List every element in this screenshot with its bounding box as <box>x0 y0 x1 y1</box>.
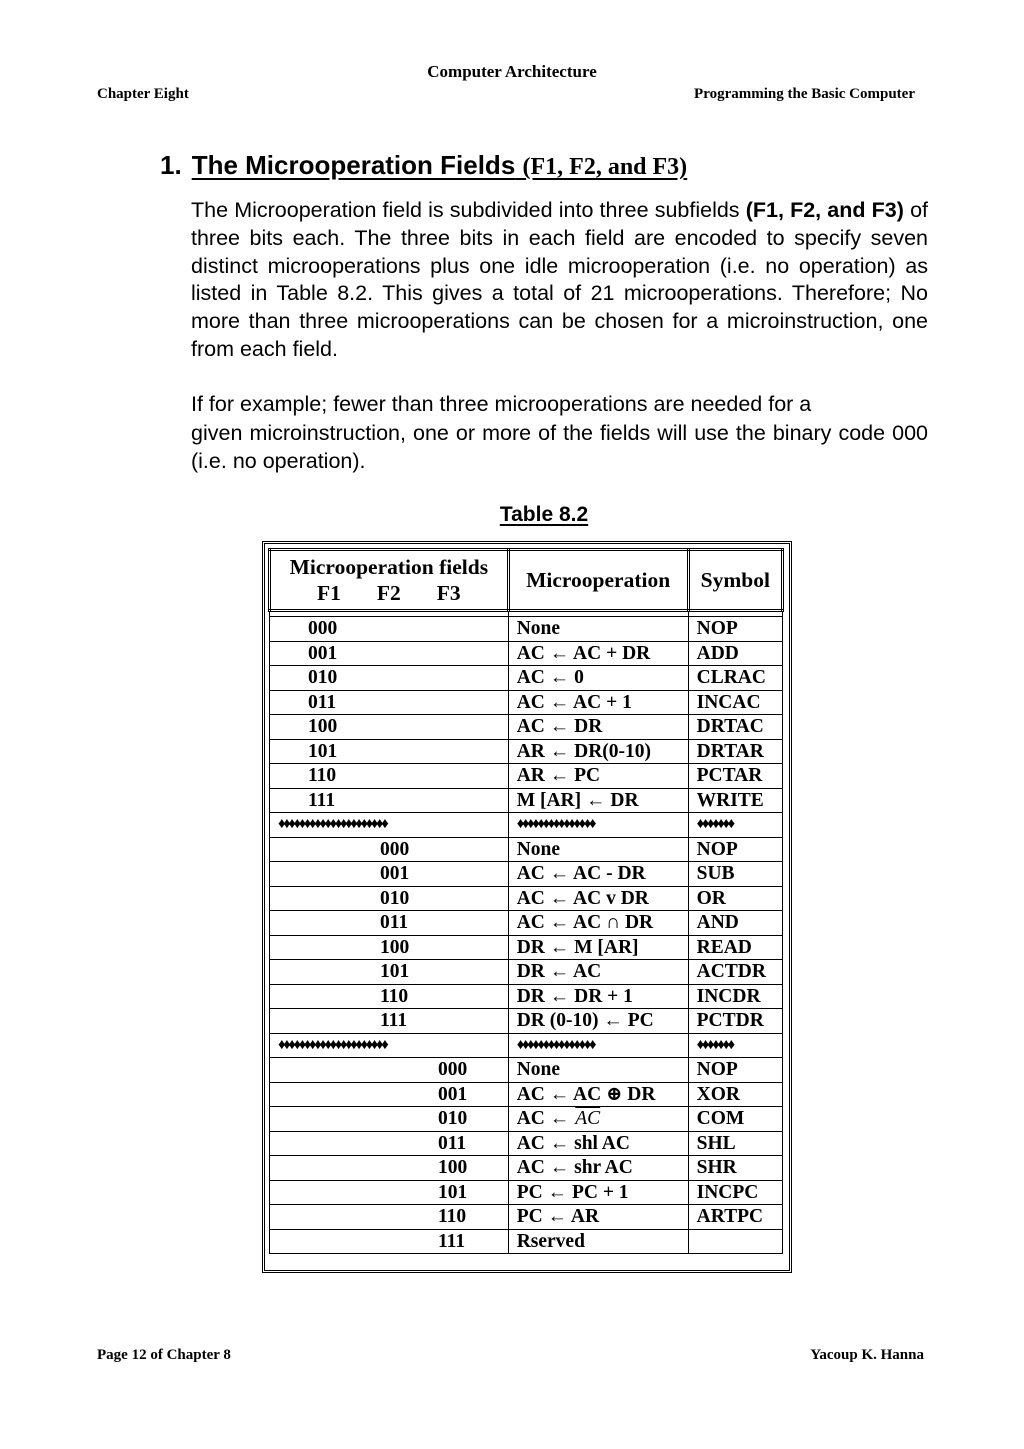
table-row <box>270 715 783 740</box>
table-row <box>270 911 783 936</box>
microoperation: DR ← M [AR] <box>508 935 688 960</box>
separator-op: ♦♦♦♦♦♦♦♦♦♦♦♦♦♦♦ <box>508 1033 688 1058</box>
table-row <box>270 1082 783 1107</box>
table-caption: Table 8.2 <box>499 503 589 526</box>
field-code: 000 <box>270 617 509 642</box>
separator-row <box>270 1033 783 1058</box>
microoperation: M [AR] ← DR <box>508 788 688 813</box>
field-code: 100 <box>270 1156 509 1181</box>
field-code: 101 <box>270 960 509 985</box>
table-row <box>270 1009 783 1034</box>
header-f2: F2 <box>376 581 401 605</box>
field-code: 111 <box>270 1229 509 1254</box>
symbol: CLRAC <box>688 666 782 691</box>
separator-row <box>270 813 783 838</box>
chapter-label: Chapter Eight <box>97 86 189 102</box>
table-row <box>270 788 783 813</box>
table-row <box>270 764 783 789</box>
microoperation: AC ← AC + 1 <box>508 690 688 715</box>
symbol: INCAC <box>688 690 782 715</box>
section-title <box>192 150 688 180</box>
table-row <box>270 1156 783 1181</box>
symbol: SHR <box>688 1156 782 1181</box>
table-row <box>270 617 783 642</box>
paragraph-example-line: If for example; fewer than three microoperations are needed for a <box>191 392 812 416</box>
paragraph-bold-subfields: (F1, F2, and F3) <box>745 198 904 222</box>
complement-operand: $\overline{AC}$ <box>575 1108 601 1130</box>
table-row <box>270 739 783 764</box>
paragraph-text: of three bits each. The three bits in each field are encoded to specify seven distinct microoperations plus one idle microoperation (i.e. no operation) as listed in Table 8.2. This gives a total of 21 microoperations. Therefore; No more than three microoperations can be chosen for a microinstruction, one from each field. <box>191 198 928 361</box>
field-code: 111 <box>270 788 509 813</box>
field-code: 101 <box>270 739 509 764</box>
symbol: NOP <box>688 617 782 642</box>
separator-sym: ♦♦♦♦♦♦♦ <box>688 813 782 838</box>
field-code: 110 <box>270 1205 509 1230</box>
table-row <box>270 1229 783 1254</box>
page-number: Page 12 of Chapter 8 <box>97 1347 231 1363</box>
field-code: 001 <box>270 1082 509 1107</box>
field-code: 010 <box>270 1107 509 1132</box>
microoperation: None <box>508 617 688 642</box>
symbol: READ <box>688 935 782 960</box>
table-row <box>270 690 783 715</box>
field-code: 011 <box>270 1131 509 1156</box>
microoperation: None <box>508 837 688 862</box>
header-symbol: Symbol <box>688 550 782 611</box>
section-title-fields: (F1, F2, and F3) <box>522 154 688 180</box>
symbol: OR <box>688 886 782 911</box>
microoperation: AR ← PC <box>508 764 688 789</box>
separator-op: ♦♦♦♦♦♦♦♦♦♦♦♦♦♦♦ <box>508 813 688 838</box>
document-header-title: Computer Architecture <box>427 62 597 81</box>
table-row <box>270 1180 783 1205</box>
symbol: INCDR <box>688 984 782 1009</box>
table-row <box>270 837 783 862</box>
header-microoperation: Microoperation <box>508 550 688 611</box>
symbol: ADD <box>688 641 782 666</box>
table-row <box>270 984 783 1009</box>
table-row <box>270 935 783 960</box>
microoperation: PC ← PC + 1 <box>508 1180 688 1205</box>
microoperation: DR (0-10) ← PC <box>508 1009 688 1034</box>
microoperation: AR ← DR(0-10) <box>508 739 688 764</box>
field-code: 111 <box>270 1009 509 1034</box>
symbol: COM <box>688 1107 782 1132</box>
field-code: 001 <box>270 862 509 887</box>
symbol: PCTDR <box>688 1009 782 1034</box>
symbol: SHL <box>688 1131 782 1156</box>
microoperation: AC ← AC v DR <box>508 886 688 911</box>
separator-sym: ♦♦♦♦♦♦♦ <box>688 1033 782 1058</box>
header-field-labels <box>275 580 503 606</box>
table-row <box>270 641 783 666</box>
section-title-text: The Microoperation Fields <box>191 150 516 180</box>
section-number: 1. <box>160 150 182 180</box>
microoperation-table <box>268 548 784 1254</box>
table-row <box>270 1058 783 1083</box>
symbol: NOP <box>688 837 782 862</box>
microoperation: Rserved <box>508 1229 688 1254</box>
table-row <box>270 666 783 691</box>
table-body <box>270 611 783 1254</box>
field-code: 110 <box>270 984 509 1009</box>
paragraph-text: The Microoperation field is subdivided into three subfields <box>191 198 746 222</box>
field-code: 000 <box>270 1058 509 1083</box>
symbol: ACTDR <box>688 960 782 985</box>
table-row <box>270 1205 783 1230</box>
field-code: 100 <box>270 715 509 740</box>
field-code: 011 <box>270 690 509 715</box>
microoperation: DR ← AC <box>508 960 688 985</box>
symbol: DRTAC <box>688 715 782 740</box>
symbol: WRITE <box>688 788 782 813</box>
microoperation: AC ← AC + DR <box>508 641 688 666</box>
microoperation: AC ← DR <box>508 715 688 740</box>
table-row <box>270 1131 783 1156</box>
symbol: INCPC <box>688 1180 782 1205</box>
microoperation: AC ← AC ∩ DR <box>508 911 688 936</box>
author-name: Yacoup K. Hanna <box>810 1347 924 1363</box>
field-code: 010 <box>270 886 509 911</box>
field-code: 101 <box>270 1180 509 1205</box>
field-code: 000 <box>270 837 509 862</box>
microoperation <box>508 1107 688 1132</box>
table-row <box>270 862 783 887</box>
section-heading <box>160 150 687 181</box>
symbol: PCTAR <box>688 764 782 789</box>
symbol: AND <box>688 911 782 936</box>
symbol: SUB <box>688 862 782 887</box>
microoperation: AC ← AC - DR <box>508 862 688 887</box>
symbol: DRTAR <box>688 739 782 764</box>
table-header-row <box>270 550 783 611</box>
microoperation-text: AC ← <box>516 1108 570 1130</box>
symbol: ARTPC <box>688 1205 782 1230</box>
field-code: 110 <box>270 764 509 789</box>
symbol <box>688 1229 782 1254</box>
table-row <box>270 886 783 911</box>
symbol: XOR <box>688 1082 782 1107</box>
microoperation: AC ← shr AC <box>508 1156 688 1181</box>
header-fields-title: Microoperation fields <box>289 555 489 579</box>
microoperation: PC ← AR <box>508 1205 688 1230</box>
microoperation: DR ← DR + 1 <box>508 984 688 1009</box>
field-code: 100 <box>270 935 509 960</box>
paragraph-example-continued: given microinstruction, one or more of the fields will use the binary code 000 (i.e. no operation). <box>191 421 928 473</box>
header-f1: F1 <box>317 581 341 605</box>
separator-code: ♦♦♦♦♦♦♦♦♦♦♦♦♦♦♦♦♦♦♦♦♦ <box>270 813 509 838</box>
field-code: 001 <box>270 641 509 666</box>
field-code: 010 <box>270 666 509 691</box>
chapter-topic: Programming the Basic Computer <box>694 86 915 102</box>
field-code: 011 <box>270 911 509 936</box>
header-f3: F3 <box>436 581 461 605</box>
table-row <box>270 1107 783 1132</box>
microoperation: AC ← 0 <box>508 666 688 691</box>
separator-code: ♦♦♦♦♦♦♦♦♦♦♦♦♦♦♦♦♦♦♦♦♦ <box>270 1033 509 1058</box>
microoperation: AC ← shl AC <box>508 1131 688 1156</box>
header-fields <box>270 550 509 611</box>
table-row <box>270 960 783 985</box>
microoperation: None <box>508 1058 688 1083</box>
symbol: NOP <box>688 1058 782 1083</box>
paragraph-microoperation-field <box>191 197 928 364</box>
microoperation: AC ← AC ⊕ DR <box>508 1082 688 1107</box>
